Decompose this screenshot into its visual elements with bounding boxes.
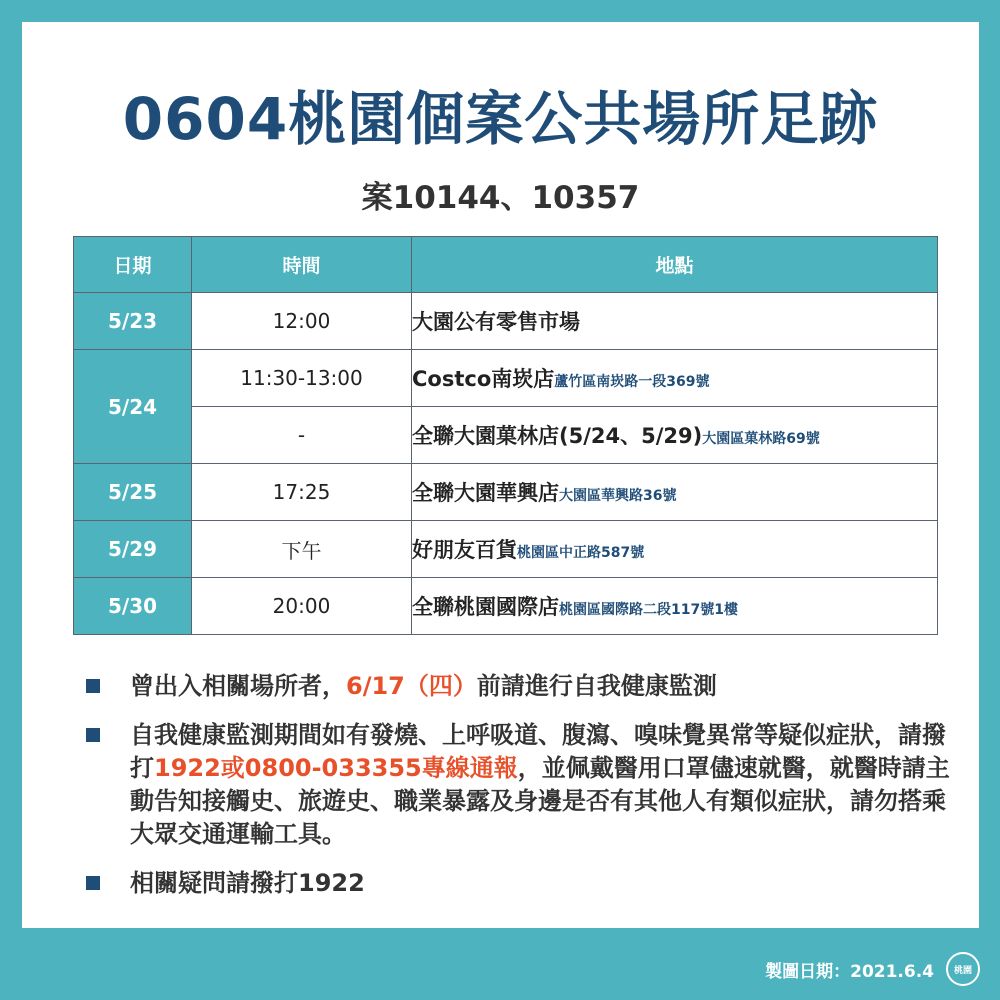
row-date: 5/23 bbox=[74, 293, 192, 350]
row-time: 12:00 bbox=[192, 293, 412, 350]
info-card bbox=[22, 22, 979, 928]
note-symptoms bbox=[86, 719, 956, 851]
case-numbers: 案10144、10357 bbox=[361, 180, 640, 216]
table-row bbox=[74, 578, 938, 635]
place-address: 大園區菓林路69號 bbox=[702, 431, 820, 447]
seal-text: 桃園 bbox=[953, 965, 972, 976]
page-title: 0604桃園個案公共場所足跡 bbox=[122, 85, 879, 153]
note-text: 前請進行自我健康監測 bbox=[476, 672, 717, 700]
note-enquiry bbox=[86, 867, 956, 900]
row-date: 5/30 bbox=[74, 578, 192, 635]
row-place bbox=[412, 464, 938, 521]
table-row bbox=[74, 521, 938, 578]
row-time: 11:30-13:00 bbox=[192, 350, 412, 407]
note-text: 相關疑問請撥打1922 bbox=[130, 869, 365, 897]
row-date: 5/29 bbox=[74, 521, 192, 578]
note-text: ，並佩戴醫用口罩儘速就醫，就醫時請主動告知接觸史、旅遊史、職業暴露及身邊是否有其他人有類似症狀，請勿搭乘大眾交通運輸工具。 bbox=[130, 754, 950, 848]
square-bullet-icon bbox=[86, 679, 100, 693]
note-text: 自我健康監測期間如有發燒、上呼吸道、腹瀉、嗅味覺異常等疑似症狀，請撥打 bbox=[130, 721, 946, 782]
place-address: 蘆竹區南崁路一段369號 bbox=[554, 374, 710, 390]
chart-date: 製圖日期：2021.6.4 bbox=[765, 961, 934, 982]
place-name: 全聯大園華興店 bbox=[412, 481, 559, 505]
square-bullet-icon bbox=[86, 728, 100, 742]
row-place bbox=[412, 578, 938, 635]
row-place bbox=[412, 293, 938, 350]
note-self-monitoring bbox=[86, 670, 956, 703]
row-time: 17:25 bbox=[192, 464, 412, 521]
footer bbox=[765, 952, 980, 986]
table-row bbox=[74, 464, 938, 521]
table-header-row bbox=[74, 237, 938, 293]
table-row bbox=[74, 407, 938, 464]
city-seal-icon bbox=[946, 952, 980, 986]
row-time: 下午 bbox=[192, 521, 412, 578]
square-bullet-icon bbox=[86, 876, 100, 890]
footprint-table bbox=[73, 236, 938, 635]
place-name: 全聯桃園國際店 bbox=[412, 595, 559, 619]
notes-list bbox=[86, 670, 956, 916]
row-date: 5/25 bbox=[74, 464, 192, 521]
place-name: 全聯大園菓林店(5/24、5/29) bbox=[412, 424, 703, 448]
place-name: 好朋友百貨 bbox=[412, 538, 517, 562]
place-address: 桃園區中正路587號 bbox=[517, 545, 645, 561]
table-row bbox=[74, 350, 938, 407]
place-name: 大園公有零售市場 bbox=[412, 310, 580, 334]
place-address: 桃園區國際路二段117號1樓 bbox=[559, 602, 738, 618]
header-time: 時間 bbox=[192, 237, 412, 293]
row-time: 20:00 bbox=[192, 578, 412, 635]
table-row bbox=[74, 293, 938, 350]
note-highlight-hotline: 1922或0800-033355專線通報 bbox=[154, 754, 518, 782]
note-text: 曾出入相關場所者， bbox=[130, 672, 346, 700]
row-time: - bbox=[192, 407, 412, 464]
row-date: 5/24 bbox=[74, 350, 192, 464]
row-place bbox=[412, 521, 938, 578]
row-place bbox=[412, 407, 938, 464]
header-place: 地點 bbox=[412, 237, 938, 293]
place-address: 大園區華興路36號 bbox=[559, 488, 677, 504]
header-date: 日期 bbox=[74, 237, 192, 293]
note-highlight-date: 6/17（四） bbox=[346, 672, 477, 700]
row-place bbox=[412, 350, 938, 407]
place-name: Costco南崁店 bbox=[412, 367, 555, 391]
